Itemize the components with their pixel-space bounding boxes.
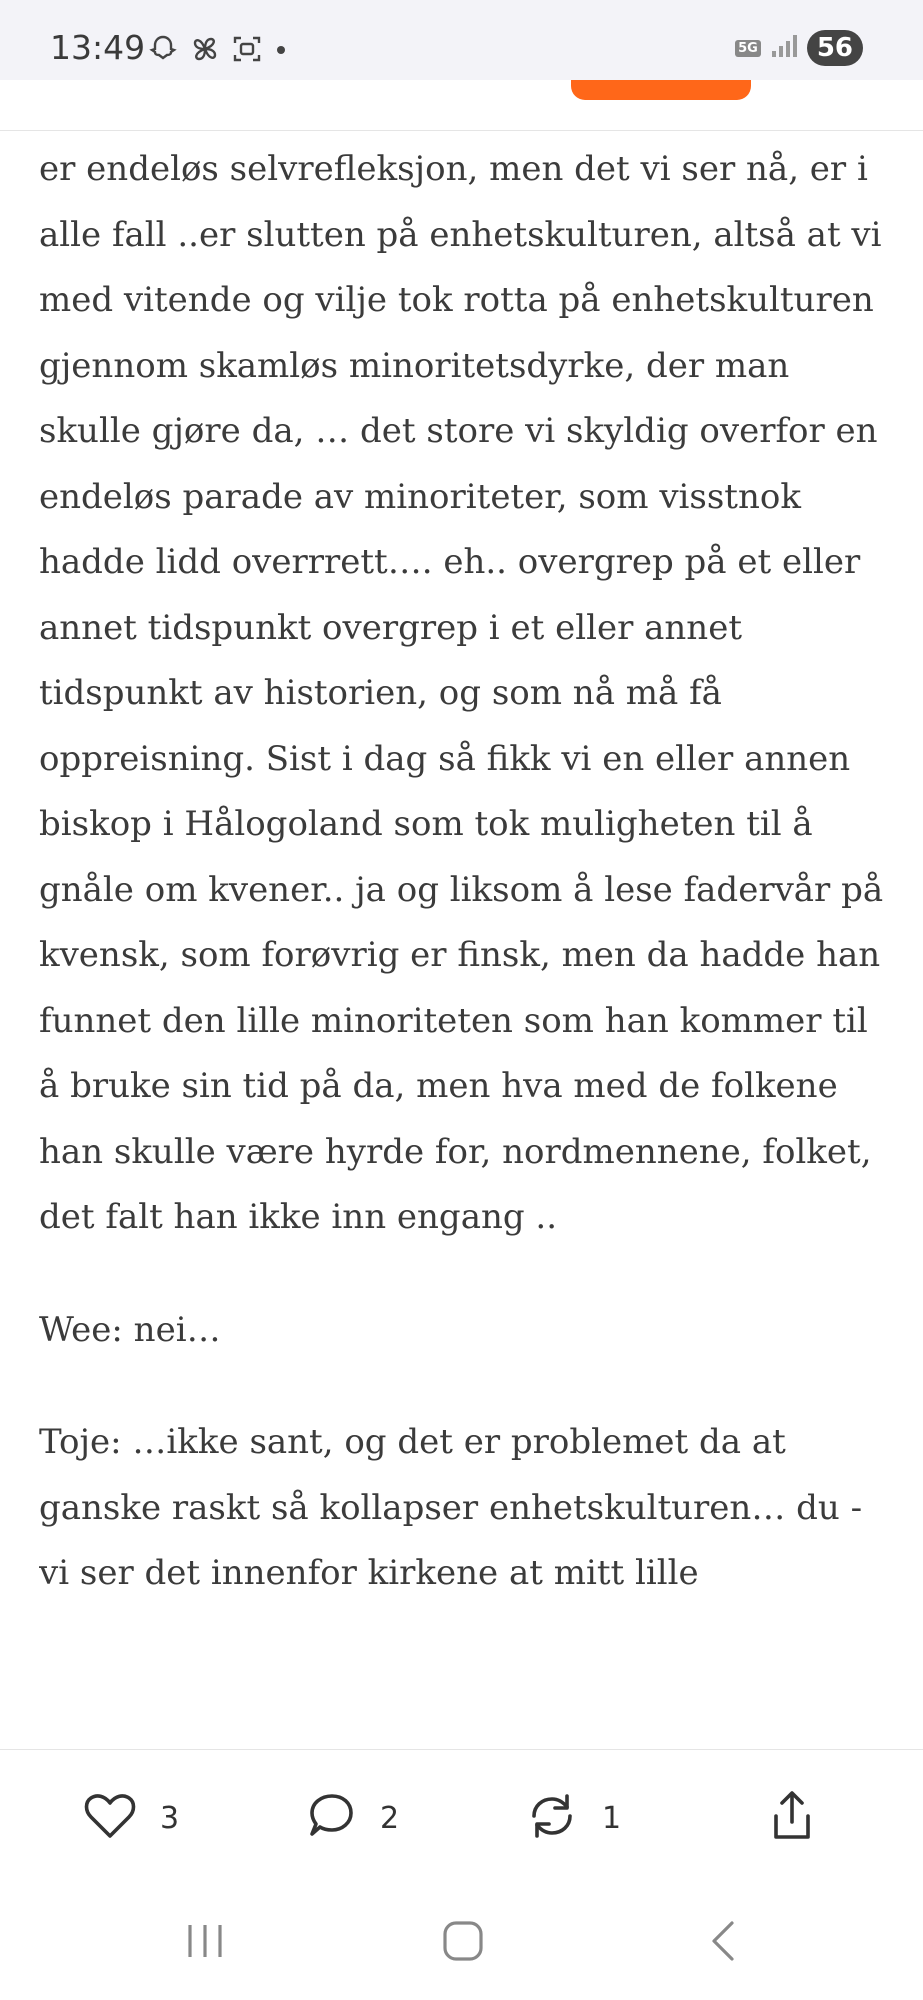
status-time: 13:49 (50, 28, 146, 67)
restack-button[interactable] (524, 1788, 621, 1849)
share-button[interactable] (764, 1788, 820, 1849)
article-paragraph: er endeløs selvrefleksjon, men det vi ser nå, er i alle fall ..er slutten på enhetskulturen, altså at vi med vitende og vilje tok rotta på enhetskulturen gjennom skamløs minoritetsdyrke, der man skulle gjøre da, … det store vi skyldig overfor en endeløs parade av minoriteter, som visstnok hadde lidd overrrett…. eh.. overgrep på et eller annet tidspunkt overgrep i et eller annet tidspunkt av historien, og som nå må få oppreisning. Sist i dag så fikk vi en eller annen biskop i Hålogoland som tok muligheten til å gnåle om kvener.. ja og liksom å lese fadervår på kvensk, som forøvrig er finsk, men da hadde han funnet den lille minoriteten som han kommer til å bruke sin tid på da, men hva med de folkene han skulle være hyrde for, nordmennene, folket, det falt han ikke inn engang .. (39, 149, 884, 1237)
like-button[interactable] (82, 1788, 179, 1849)
system-nav-bar (0, 1889, 923, 2000)
article-body (39, 137, 889, 1747)
comment-button[interactable] (302, 1788, 399, 1849)
snapchat-icon (148, 34, 178, 64)
comment-icon (302, 1788, 358, 1849)
subscribe-button[interactable] (571, 80, 751, 100)
like-count: 3 (160, 1801, 180, 1836)
recent-apps-button[interactable] (185, 1919, 225, 1968)
status-right (735, 30, 863, 66)
notification-icons (148, 32, 288, 66)
network-label: 5G (735, 40, 761, 57)
signal-icon (769, 31, 799, 66)
back-button[interactable] (706, 1919, 740, 1968)
pinwheel-icon (190, 34, 220, 64)
home-button[interactable] (441, 1919, 485, 1968)
status-bar (0, 0, 923, 80)
battery-indicator: 56 (807, 30, 863, 66)
comment-count: 2 (380, 1801, 400, 1836)
article-paragraph: Wee: nei… (39, 1309, 221, 1350)
restack-icon (524, 1788, 580, 1849)
heart-icon (82, 1788, 138, 1849)
screenshot-icon (232, 34, 262, 64)
app-header (0, 80, 923, 131)
article-paragraph: Toje: …ikke sant, og det er problemet da at ganske raskt så kollapser enhetskulturen… du - vi ser det innenfor kirkene at mitt lille (39, 1422, 863, 1593)
post-action-bar (0, 1749, 923, 1890)
share-icon (764, 1788, 820, 1849)
restack-count: 1 (602, 1801, 622, 1836)
dot-icon (274, 34, 288, 64)
